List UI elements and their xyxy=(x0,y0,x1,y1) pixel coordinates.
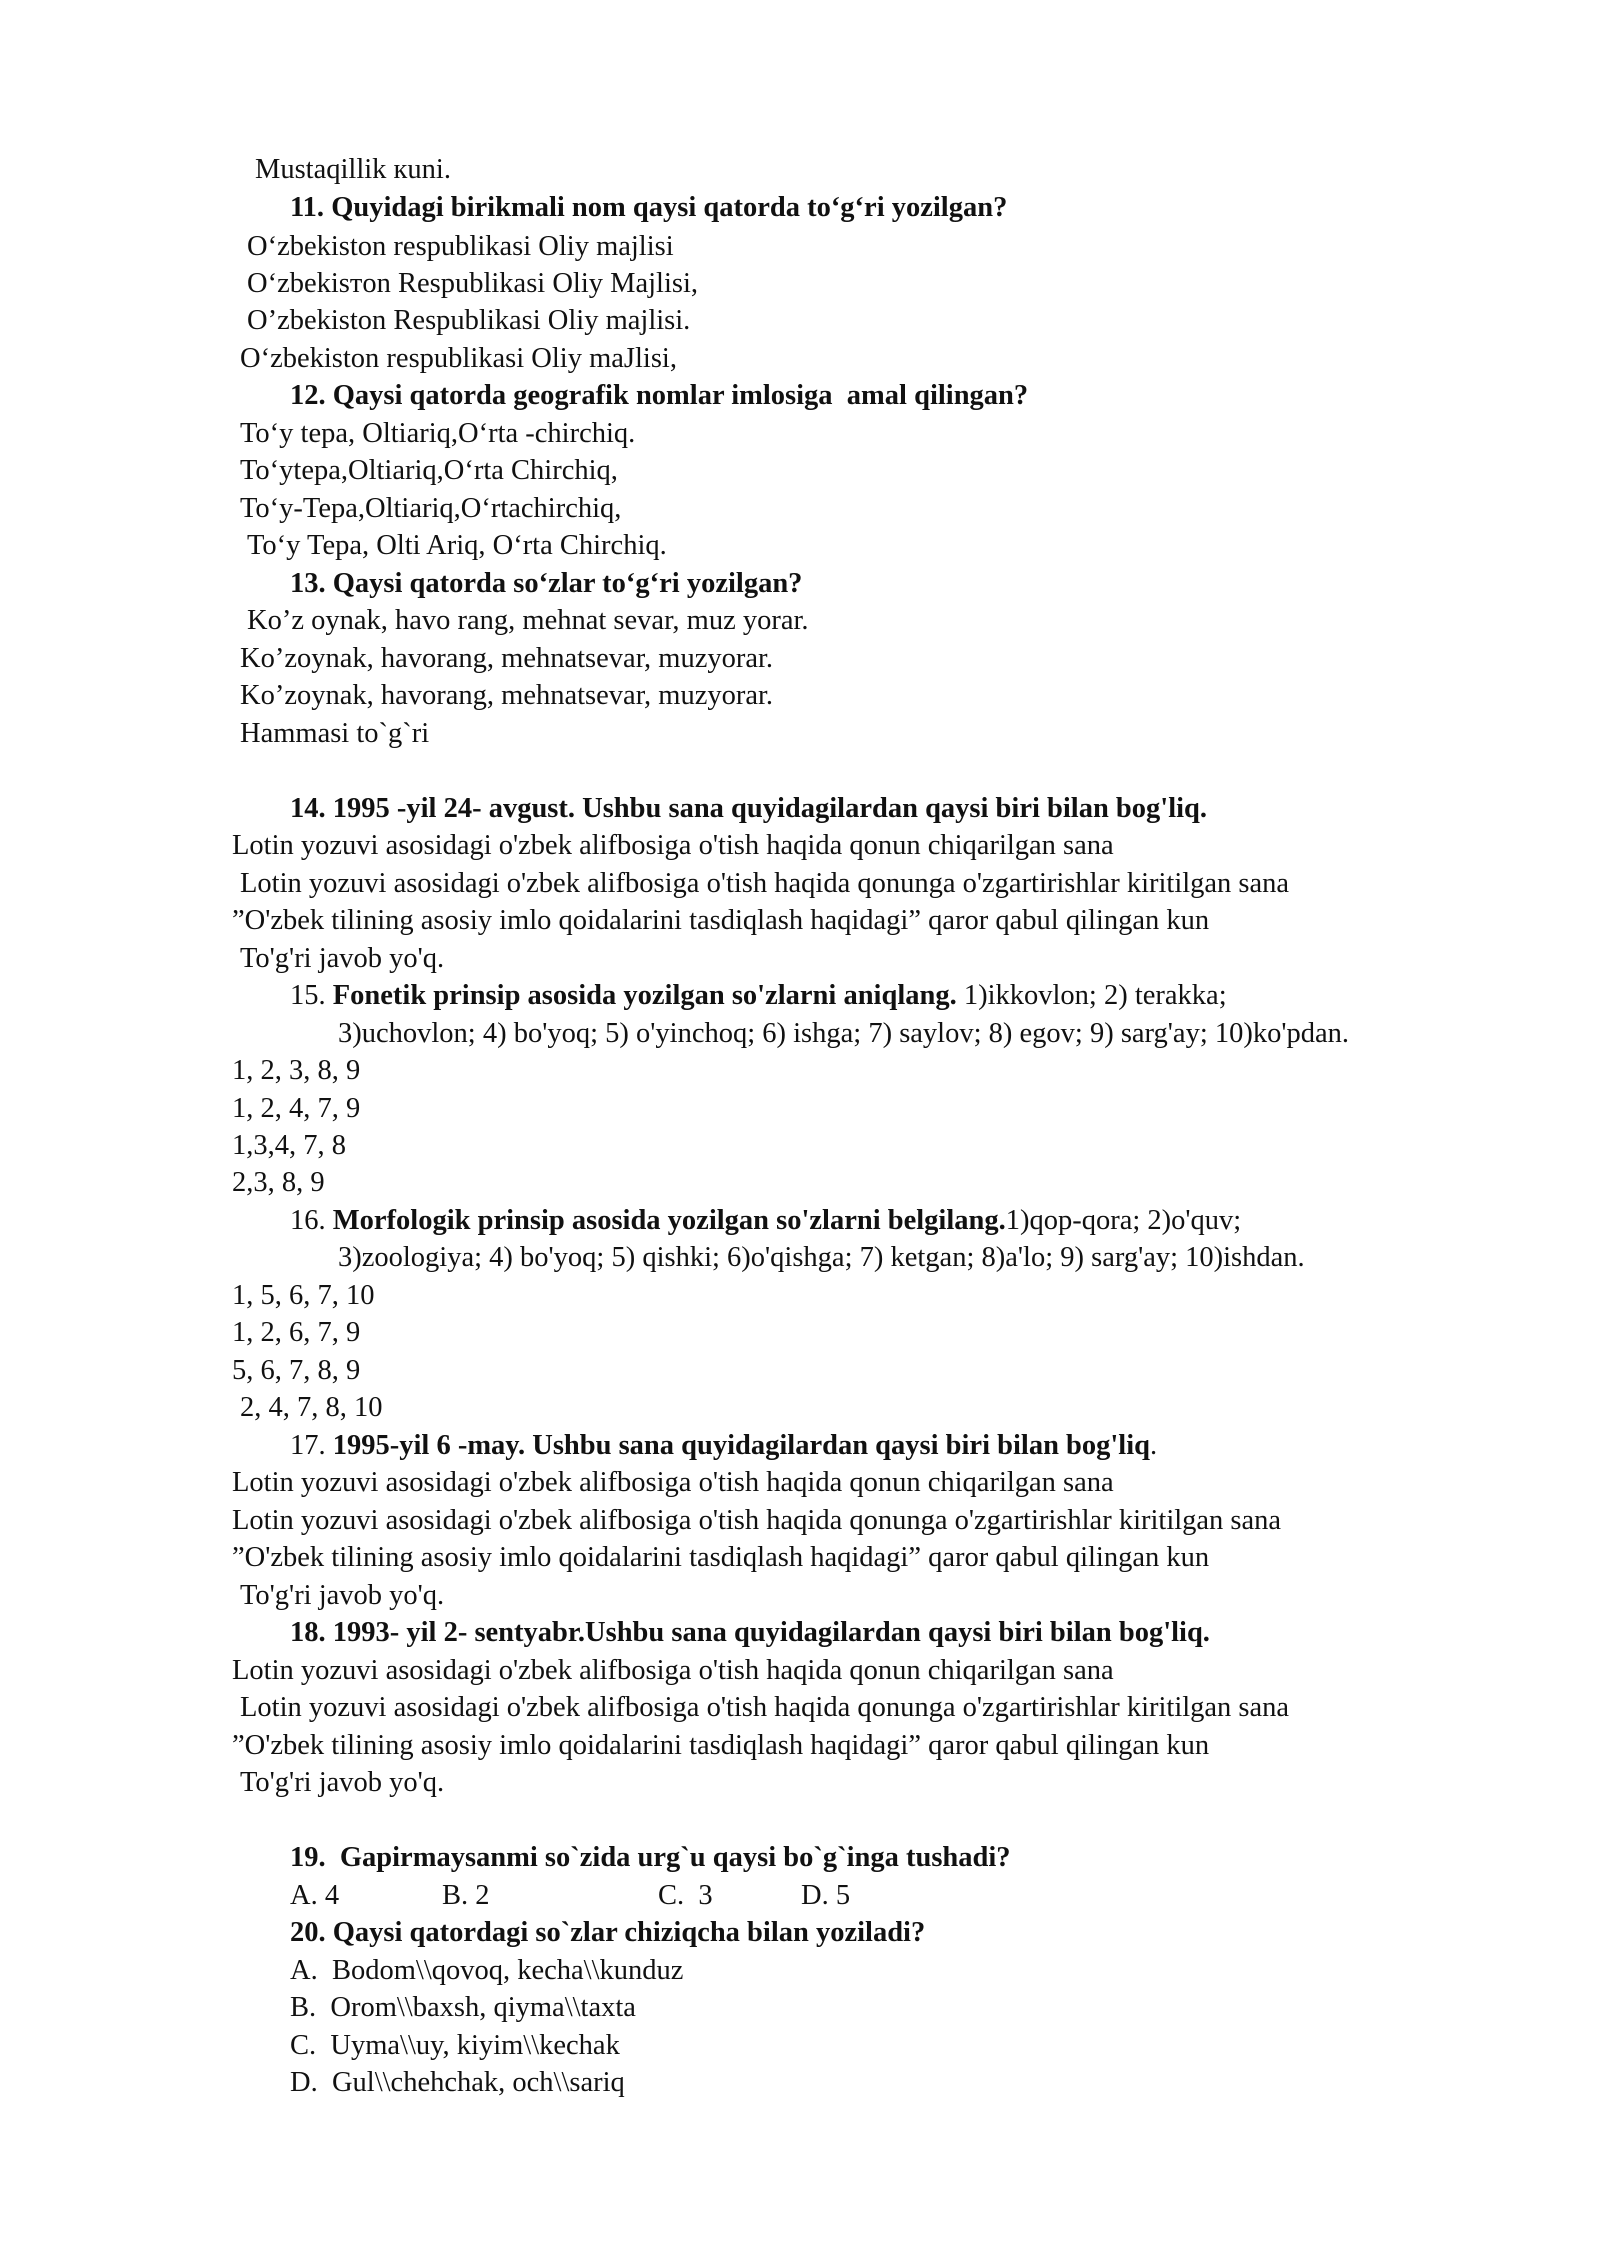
question-12 xyxy=(290,377,1028,414)
question-text: Qaysi qatorda so‘zlar to‘g‘ri yozilgan? xyxy=(332,568,803,599)
q15-option-4: 2,3, 8, 9 xyxy=(232,1167,325,1198)
question-11 xyxy=(290,189,1007,226)
q13-option-2: Ko’zoynak, havorang, mehnatsevar, muzyorar. xyxy=(240,643,774,674)
question-16-items-continued: 3)zoologiya; 4) bo'yoq; 5) qishki; 6)o'qishga; 7) ketgan; 8)a'lo; 9) sarg'ay; 10)ishdan. xyxy=(338,1242,1305,1273)
option-letter: A. xyxy=(290,1955,318,1986)
q11-option-3: O’zbekiston Respublikasi Oliy majlisi. xyxy=(247,305,691,336)
q18-option-4: To'g'ri javob yo'q. xyxy=(240,1767,445,1798)
q20-option-a xyxy=(290,1952,683,1989)
q11-option-4: O‘zbekiston respublikasi Oliy maJlisi, xyxy=(240,343,677,374)
q14-option-4: To'g'ri javob yo'q. xyxy=(240,943,445,974)
q15-option-3: 1,3,4, 7, 8 xyxy=(232,1130,346,1161)
q16-option-3: 5, 6, 7, 8, 9 xyxy=(232,1355,361,1386)
question-13 xyxy=(290,565,802,602)
q18-option-3: ”O'zbek tilining asosiy imlo qoidalarini tasdiqlash haqidagi” qaror qabul qilingan kun xyxy=(232,1730,1210,1761)
q16-option-2: 1, 2, 6, 7, 9 xyxy=(232,1317,361,1348)
q19-option-b: B. 2 xyxy=(442,1880,490,1911)
q19-option-c: C. 3 xyxy=(658,1880,713,1911)
question-16 xyxy=(290,1202,1241,1239)
question-15 xyxy=(290,977,1227,1014)
q18-option-1: Lotin yozuvi asosidagi o'zbek alifbosiga o'tish haqida qonun chiqarilgan sana xyxy=(232,1655,1114,1686)
question-number: 14. xyxy=(290,793,326,824)
q17-option-1: Lotin yozuvi asosidagi o'zbek alifbosiga o'tish haqida qonun chiqarilgan sana xyxy=(232,1467,1114,1498)
question-number: 11. xyxy=(290,192,325,223)
question-15-items-continued: 3)uchovlon; 4) bo'yoq; 5) o'yinchoq; 6) ishga; 7) saylov; 8) egov; 9) sarg'ay; 10)ko'pdan. xyxy=(338,1018,1350,1049)
question-text: Fonetik prinsip asosida yozilgan so'zlarni aniqlang. xyxy=(332,980,957,1011)
question-number: 13. xyxy=(290,568,326,599)
q12-option-4: To‘y Tepa, Olti Ariq, O‘rta Chirchiq. xyxy=(247,530,667,561)
question-number: 15. xyxy=(290,980,326,1011)
q15-option-1: 1, 2, 3, 8, 9 xyxy=(232,1055,361,1086)
option-text: Orom\\baxsh, qiyma\\taxta xyxy=(330,1992,636,2023)
q17-option-4: To'g'ri javob yo'q. xyxy=(240,1580,445,1611)
question-number: 19. xyxy=(290,1842,326,1873)
q13-option-1: Ko’z oynak, havo rang, mehnat sevar, muz yorar. xyxy=(247,605,809,636)
q12-option-2: To‘ytepa,Oltiariq,O‘rta Chirchiq, xyxy=(240,455,618,486)
q12-option-3: To‘y-Tepa,Oltiariq,O‘rtachirchiq, xyxy=(240,493,622,524)
question-text: 1995 -yil 24- avgust. Ushbu sana quyidagilardan qaysi biri bilan bog'liq. xyxy=(332,793,1208,824)
question-text: Qaysi qatorda geografik nomlar imlosiga amal qilingan? xyxy=(332,380,1029,411)
question-items: 1)ikkovlon; 2) terakka; xyxy=(956,980,1227,1011)
q16-option-4: 2, 4, 7, 8, 10 xyxy=(240,1392,383,1423)
option-letter: D. xyxy=(290,2067,318,2098)
q20-option-d xyxy=(290,2064,625,2101)
intro-line: Mustaqillik кuni. xyxy=(255,154,451,185)
q14-option-3: ”O'zbek tilining asosiy imlo qoidalarini tasdiqlash haqidagi” qaror qabul qilingan kun xyxy=(232,905,1210,936)
question-text: Morfologik prinsip asosida yozilgan so'zlarni belgilang. xyxy=(332,1205,1006,1236)
question-text: 1993- yil 2- sentyabr.Ushbu sana quyidagilardan qaysi biri bilan bog'liq. xyxy=(332,1617,1210,1648)
q16-option-1: 1, 5, 6, 7, 10 xyxy=(232,1280,375,1311)
q14-option-1: Lotin yozuvi asosidagi o'zbek alifbosiga o'tish haqida qonun chiqarilgan sana xyxy=(232,830,1114,861)
q17-option-2: Lotin yozuvi asosidagi o'zbek alifbosiga o'tish haqida qonunga o'zgartirishlar kiritilgan sana xyxy=(232,1505,1282,1536)
q13-option-4: Hammasi to`g`ri xyxy=(240,718,430,749)
q19-option-d: D. 5 xyxy=(801,1880,851,1911)
question-17 xyxy=(290,1427,1157,1464)
q15-option-2: 1, 2, 4, 7, 9 xyxy=(232,1093,361,1124)
q20-option-b xyxy=(290,1989,636,2026)
q19-option-a: A. 4 xyxy=(290,1880,340,1911)
question-number: 17. xyxy=(290,1430,326,1461)
option-text: Bodom\\qovoq, kecha\\kunduz xyxy=(331,1955,684,1986)
question-14 xyxy=(290,790,1207,827)
question-text: Qaysi qatordagi so`zlar chiziqcha bilan yoziladi? xyxy=(332,1917,926,1948)
question-number: 20. xyxy=(290,1917,326,1948)
q14-option-2: Lotin yozuvi asosidagi o'zbek alifbosiga o'tish haqida qonunga o'zgartirishlar kiritilgan sana xyxy=(240,868,1290,899)
question-items: 1)qop-qora; 2)o'quv; xyxy=(1005,1205,1242,1236)
question-number: 12. xyxy=(290,380,326,411)
q20-option-c xyxy=(290,2027,620,2064)
question-19 xyxy=(290,1839,1011,1876)
question-trailing-period: . xyxy=(1150,1430,1158,1461)
question-18 xyxy=(290,1614,1210,1651)
q11-option-1: O‘zbekiston respublikasi Oliy majlisi xyxy=(247,231,674,262)
option-letter: C. xyxy=(290,2030,317,2061)
q13-option-3: Ko’zoynak, havorang, mehnatsevar, muzyorar. xyxy=(240,680,774,711)
question-text: Quyidagi birikmali nom qaysi qatorda to‘g‘ri yozilgan? xyxy=(331,192,1008,223)
q11-option-2: O‘zbekisтon Respublikasi Oliy Majlisi, xyxy=(247,268,699,299)
option-text: Uyma\\uy, kiyim\\kechak xyxy=(330,2030,620,2061)
question-number: 18. xyxy=(290,1617,326,1648)
question-text: Gapirmaysanmi so`zida urg`u qaysi bo`g`inga tushadi? xyxy=(339,1842,1011,1873)
option-text: Gul\\chehchak, och\\sariq xyxy=(331,2067,625,2098)
q17-option-3: ”O'zbek tilining asosiy imlo qoidalarini tasdiqlash haqidagi” qaror qabul qilingan kun xyxy=(232,1542,1210,1573)
q12-option-1: To‘y tepa, Oltiariq,O‘rta -chirchiq. xyxy=(240,418,636,449)
q18-option-2: Lotin yozuvi asosidagi o'zbek alifbosiga o'tish haqida qonunga o'zgartirishlar kiritilgan sana xyxy=(240,1692,1290,1723)
question-20 xyxy=(290,1914,925,1951)
option-letter: B. xyxy=(290,1992,317,2023)
question-number: 16. xyxy=(290,1205,326,1236)
question-text: 1995-yil 6 -may. Ushbu sana quyidagilardan qaysi biri bilan bog'liq xyxy=(332,1430,1150,1461)
